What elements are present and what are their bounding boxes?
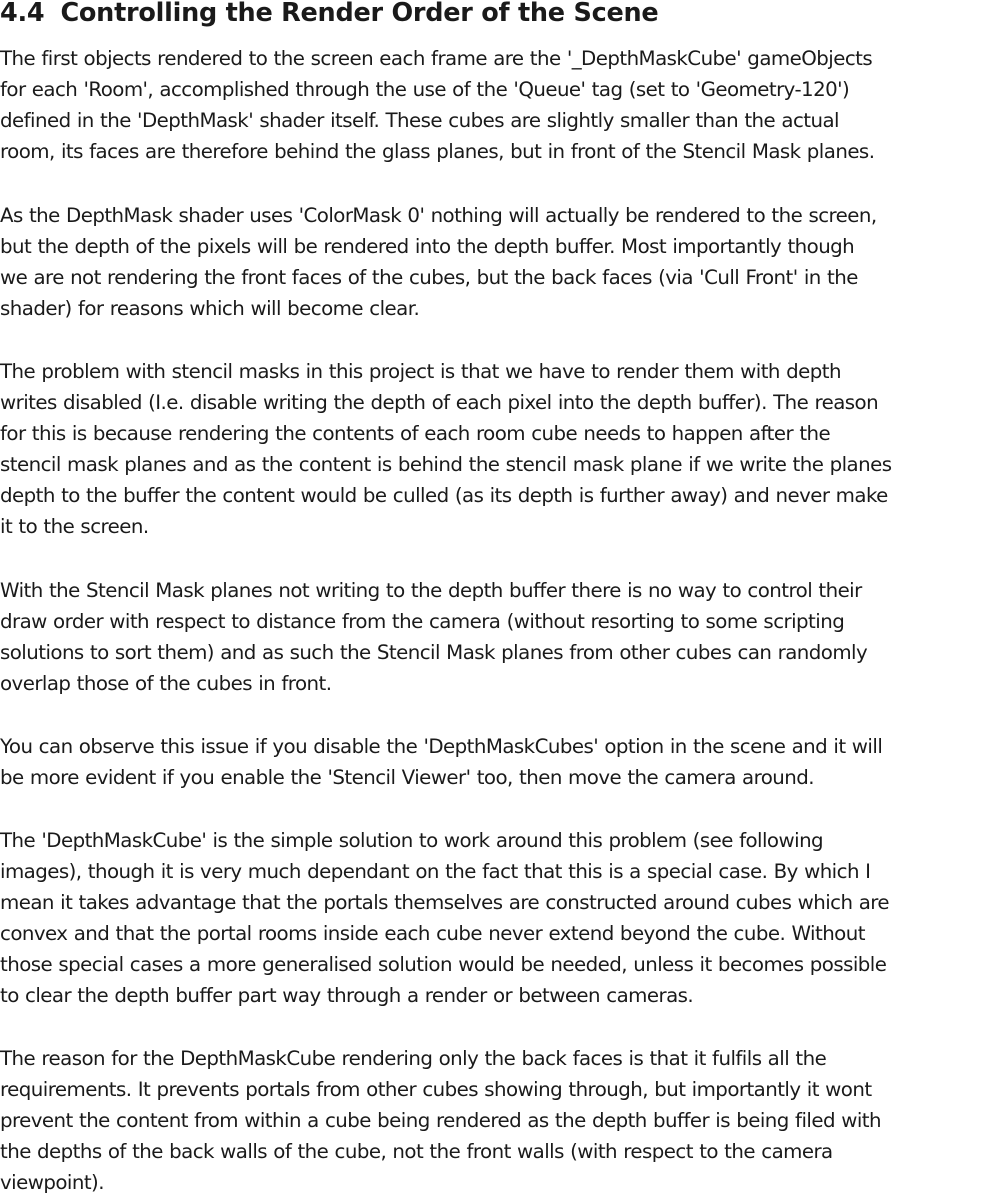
text-line: writes disabled (I.e. disable writing the depth of each pixel into the depth buffer). The reason [0,391,879,415]
text-line: those special cases a more generalised solution would be needed, unless it becomes possible [0,953,887,977]
text-line: The first objects rendered to the screen each frame are the '_DepthMaskCube' gameObjects [0,47,873,70]
text-line: room, its faces are therefore behind the glass planes, but in front of the Stencil Mask planes. [0,140,875,164]
paragraph-colormask [0,200,993,324]
text-line: draw order with respect to distance from the camera (without resorting to some scripting [0,610,845,634]
text-line: overlap those of the cubes in front. [0,672,332,696]
text-line: depth to the buffer the content would be culled (as its depth is further away) and never make [0,484,888,508]
text-line: The problem with stencil masks in this project is that we have to render them with depth [0,360,841,383]
text-line: The 'DepthMaskCube' is the simple solution to work around this problem (see following [0,829,824,852]
text-line: requirements. It prevents portals from other cubes showing through, but importantly it wont [0,1078,872,1102]
section-title: Controlling the Render Order of the Scene [60,0,659,28]
text-line: to clear the depth buffer part way through a render or between cameras. [0,984,694,1008]
text-line: The reason for the DepthMaskCube rendering only the back faces is that it fulfils all the [0,1047,827,1070]
paragraph-back-faces [0,1043,993,1198]
text-line: With the Stencil Mask planes not writing to the depth buffer there is no way to control their [0,579,862,602]
paragraph-observe-issue [0,731,993,793]
paragraph-solution [0,825,993,1012]
section-number: 4.4 [0,0,45,28]
text-line: You can observe this issue if you disable the 'DepthMaskCubes' option in the scene and it will [0,735,883,758]
paragraph-stencil-problem [0,356,993,543]
text-line: we are not rendering the front faces of the cubes, but the back faces (via 'Cull Front' in the [0,266,858,290]
text-line: defined in the 'DepthMask' shader itself. These cubes are slightly smaller than the actual [0,109,839,133]
text-line: prevent the content from within a cube being rendered as the depth buffer is being filed with [0,1109,881,1133]
text-line: convex and that the portal rooms inside each cube never extend beyond the cube. Without [0,922,865,946]
text-line: the depths of the back walls of the cube, not the front walls (with respect to the camera [0,1140,833,1164]
text-line: it to the screen. [0,515,149,539]
text-line: but the depth of the pixels will be rendered into the depth buffer. Most importantly though [0,235,855,259]
paragraph-render-queue [0,43,993,167]
text-line: for this is because rendering the contents of each room cube needs to happen after the [0,422,831,446]
text-line: stencil mask planes and as the content is behind the stencil mask plane if we write the planes [0,453,892,477]
text-line: As the DepthMask shader uses 'ColorMask 0' nothing will actually be rendered to the screen, [0,204,877,227]
text-line: shader) for reasons which will become clear. [0,297,420,321]
paragraph-draw-order [0,575,993,699]
text-line: be more evident if you enable the 'Stencil Viewer' too, then move the camera around. [0,766,815,790]
text-line: viewpoint). [0,1171,104,1195]
section-heading [0,0,658,30]
text-line: solutions to sort them) and as such the Stencil Mask planes from other cubes can randomly [0,641,868,665]
text-line: for each 'Room', accomplished through the use of the 'Queue' tag (set to 'Geometry-120') [0,78,850,102]
text-line: mean it takes advantage that the portals themselves are constructed around cubes which are [0,891,890,915]
text-line: images), though it is very much dependant on the fact that this is a special case. By which I [0,860,871,884]
